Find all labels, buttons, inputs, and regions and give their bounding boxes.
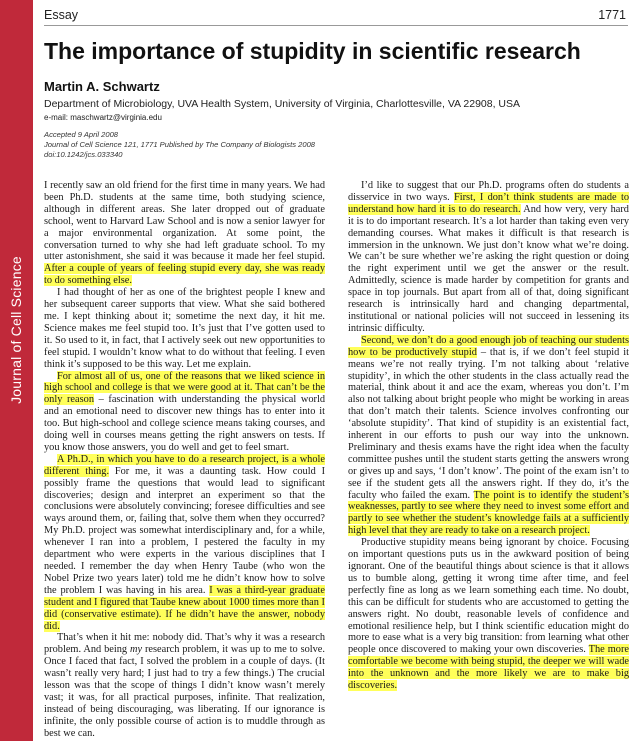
body-column-left xyxy=(44,180,325,740)
paragraph xyxy=(44,454,325,633)
paragraph xyxy=(348,537,629,692)
highlighted-text: After a couple of years of feeling stupid every day, she was ready to do something else. xyxy=(44,263,325,287)
highlighted-text: A Ph.D., in which you have to do a research project, is a whole different thing. xyxy=(44,453,325,477)
journal-name: Journal of Cell Science xyxy=(8,256,24,404)
paragraph-text: That’s when it hit me: nobody did. That’s why it was a research problem. And being xyxy=(44,632,325,656)
author-email: e-mail: maschwartz@virginia.edu xyxy=(44,113,162,122)
paragraph-text: research problem, it was up to me to solve. Once I faced that fact, I solved the problem in a couple of days. (It wasn’t really very hard; I just had to try a few things.) The crucial lesson was that the scope of things I didn’t know wasn’t merely vast; it was, for all practical purposes, infinite. That realization, instead of being discouraging, was liberating. If our ignorance is infinite, the only possible course of action is to muddle through as best we can. xyxy=(44,644,325,739)
highlighted-text: I was a third-year graduate student and I figured that Taube knew about 1000 times more than I did (conservative estimate). If he didn’t have the answer, nobody did. xyxy=(44,584,325,632)
paragraph-text: And how very, very hard it is to do important research. It’s a lot harder than taking even very demanding courses. What makes it difficult is that research is immersion in the unknown. We just don’t know what we’re doing. We can’t be sure whether we’re asking the right question or doing the right experiment until we get the answer or the result. Admittedly, science is made harder by competition for grants and space in top journals. But apart from all of that, doing significant research is intrinsically hard and changing departmental, institutional or national policies will not succeed in lessening its intrinsic difficulty. xyxy=(348,203,629,334)
highlighted-text: The more comfortable we become with being stupid, the deeper we will wade into the unknown and the more likely we are to make big discoveries. xyxy=(348,644,630,692)
emphasized-text: my xyxy=(129,644,143,656)
section-label: Essay xyxy=(44,8,79,22)
highlighted-text: First, I don’t think students are made to understand how hard it is to do research. xyxy=(348,191,629,215)
paragraph-text: – that is, if we don’t feel stupid it means we’re not really trying. I’m not talking about ‘relative stupidity’, in which the other students in the class actually read the material, think about it and ace the exam, whereas you don’t. I’m also not talking about bright people who might be working in areas that don’t match their talents. Science involves confronting our ‘absolute stupidity’. That kind of stupidity is an existential fact, inherent in our efforts to push our way into the unknown. Preliminary and thesis exams have the right idea when the faculty committee pushes until the student starts getting the answers wrong or gives up and says, ‘I don’t know’. The point of the exam isn’t to see if the student gets all the answers right. If they do, it’s the faculty who failed the exam. xyxy=(348,346,629,501)
author-name: Martin A. Schwartz xyxy=(44,79,160,94)
journal-citation: Journal of Cell Science 121, 1771 Published by The Company of Biologists 2008 xyxy=(44,140,316,149)
paragraph xyxy=(348,180,629,335)
article-metadata xyxy=(44,130,315,160)
article-title: The importance of stupidity in scientific research xyxy=(44,38,581,64)
highlighted-text: Second, we don’t do a good enough job of teaching our students how to be productively stupid xyxy=(348,334,629,358)
header-rule xyxy=(44,25,628,26)
highlighted-text: The point is to identify the student’s weaknesses, partly to see where they need to invest some effort and partly to see whether the student’s knowledge fails at a sufficiently high level that they are ready to take on a research project. xyxy=(348,489,629,537)
paragraph xyxy=(44,632,325,739)
paragraph-text: I’d like to suggest that our Ph.D. programs often do students a disservice in two ways. xyxy=(348,180,629,203)
paragraph-text: Productive stupidity means being ignorant by choice. Focusing on important questions puts us in the awkward position of being ignorant. One of the beautiful things about science is that it allows us to bumble along, getting it wrong time after time, and feel perfectly fine as long as we learn something each time. No doubt, this can be difficult for students who are accustomed to getting the answers right. No doubt, reasonable levels of confidence and emotional resilience help, but I think scientific education might do more to ease what is a very big transition: from learning what other people once discovered to making your own discoveries. xyxy=(348,537,629,656)
author-affiliation: Department of Microbiology, UVA Health System, University of Virginia, Charlottesville, VA 22908, USA xyxy=(44,98,521,110)
page-number: 1771 xyxy=(598,8,626,22)
journal-sidebar xyxy=(0,0,33,741)
doi: doi:10.1242/jcs.033340 xyxy=(44,150,123,159)
paragraph-text: I recently saw an old friend for the first time in many years. We had been Ph.D. students at the same time, both studying science, although in different areas. She later dropped out of graduate school, went to Harvard Law School and is now a senior lawyer for a major environmental organization. At some point, the conversation turned to why she had left graduate school. To my utter astonishment, she said it was because it made her feel stupid. xyxy=(44,180,325,263)
paragraph xyxy=(44,180,325,287)
paragraph xyxy=(44,371,325,454)
paragraph: I had thought of her as one of the brightest people I knew and her subsequent career supports that view. What she said bothered me. I kept thinking about it; sometime the next day, it hit me. Science makes me feel stupid too. It’s just that I’ve gotten used to it. So used to it, in fact, that I actively seek out new opportunities to feel stupid. I wouldn’t know what to do without that feeling. I even think it’s supposed to be this way. Let me explain. xyxy=(44,287,325,370)
paragraph-text: For me, it was a daunting task. How could I possibly frame the questions that would lead to significant discoveries; design and interpret an experiment so that the conclusions were absolutely convincing; foresee difficulties and see ways around them, or, failing that, solve them when they occurred? My Ph.D. project was somewhat interdisciplinary and, for a while, whenever I ran into a problem, I pestered the faculty in my department who were experts in the various disciplines that I needed. I remember the day when Henry Taube (who won the Nobel Prize two years later) told me he didn’t know how to solve the problem I was having in his area. xyxy=(44,465,326,596)
paragraph xyxy=(348,335,629,537)
highlighted-text: For almost all of us, one of the reasons that we liked science in high school and college is that we were good at it. That can’t be the only reason xyxy=(44,370,325,406)
paragraph-text: – fascination with understanding the physical world and an emotional need to discover new things has to enter into it too. But high-school and college science means taking courses, and doing well in courses means getting the right answers on tests. If you know those answers, you do well and get to feel smart. xyxy=(44,394,325,453)
body-column-right xyxy=(348,180,629,692)
accepted-date: Accepted 9 April 2008 xyxy=(44,130,119,139)
